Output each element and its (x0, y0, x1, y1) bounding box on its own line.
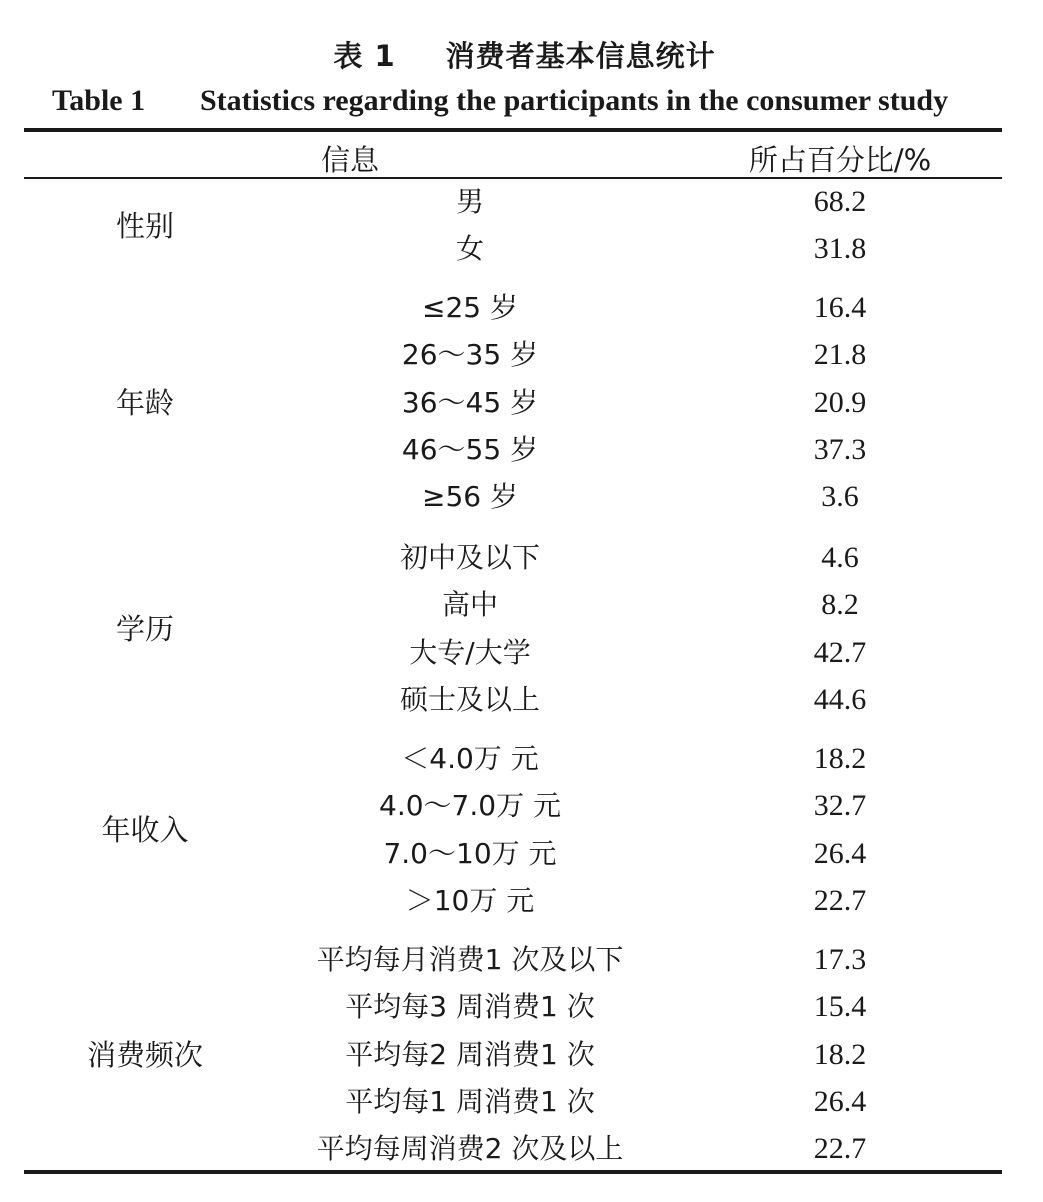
header-rule (24, 177, 1002, 179)
row-percent: 16.4 (813, 291, 867, 324)
row-item: 女 (455, 232, 484, 266)
row-percent: 8.2 (821, 588, 859, 622)
row-percent: 15.4 (813, 990, 867, 1024)
row-percent: 18.2 (813, 742, 867, 775)
row-item: 高中 (441, 588, 498, 622)
row-item: 大专/大学 (409, 635, 531, 669)
table-caption-cn (0, 34, 1043, 75)
group-label: 性别 (115, 208, 174, 243)
row-item: 46～55 岁 (401, 432, 539, 466)
row-percent: 4.6 (821, 541, 859, 574)
row-item: 7.0～10万 元 (383, 836, 557, 870)
row-item: 平均每3 周消费1 次 (345, 990, 595, 1024)
row-item: 平均每1 周消费1 次 (345, 1084, 595, 1118)
row-percent: 22.7 (813, 883, 867, 917)
row-percent: 26.4 (813, 836, 867, 870)
row-item: ＜4.0万 元 (401, 742, 539, 775)
row-percent: 68.2 (813, 185, 867, 218)
row-item: 平均每2 周消费1 次 (345, 1037, 595, 1071)
group-label: 年龄 (115, 385, 174, 420)
row-percent: 22.7 (813, 1132, 867, 1166)
row-percent: 20.9 (813, 385, 867, 419)
column-header-info: 信息 (320, 143, 379, 177)
row-percent: 26.4 (813, 1084, 867, 1118)
row-item: 男 (455, 185, 484, 218)
row-item: ≥56 岁 (422, 480, 518, 514)
row-percent: 37.3 (813, 432, 867, 466)
row-percent: 18.2 (813, 1037, 867, 1071)
row-percent: 21.8 (813, 338, 867, 372)
row-item: ≤25 岁 (422, 291, 518, 324)
caption-en-text: Statistics regarding the participants in the consumer study (200, 84, 949, 117)
row-item: 硕士及以上 (399, 682, 540, 716)
group-label: 学历 (115, 611, 174, 646)
row-percent: 31.8 (813, 232, 867, 266)
caption-cn-text: 消费者基本信息统计 (445, 39, 716, 73)
row-item: 36～45 岁 (401, 385, 539, 419)
row-percent: 32.7 (813, 789, 867, 823)
row-item: 初中及以下 (399, 541, 540, 574)
row-percent: 44.6 (813, 682, 867, 716)
column-header-percent: 所占百分比/% (748, 143, 932, 177)
row-percent: 17.3 (813, 943, 867, 976)
row-percent: 3.6 (821, 480, 859, 514)
bottom-rule (24, 1170, 1002, 1174)
group-label: 年收入 (101, 812, 189, 847)
caption-cn-label: 表 1 (333, 39, 396, 73)
top-rule (24, 128, 1002, 132)
caption-en-label: Table 1 (52, 84, 146, 117)
row-item: 4.0～7.0万 元 (379, 789, 561, 823)
row-item: 平均每月消费1 次及以下 (316, 943, 624, 976)
row-item: ＞10万 元 (405, 883, 535, 917)
group-label: 消费频次 (86, 1037, 203, 1072)
table-caption-en (52, 84, 1012, 118)
row-item: 26～35 岁 (401, 338, 539, 372)
row-percent: 42.7 (813, 635, 867, 669)
row-item: 平均每周消费2 次及以上 (316, 1132, 624, 1166)
